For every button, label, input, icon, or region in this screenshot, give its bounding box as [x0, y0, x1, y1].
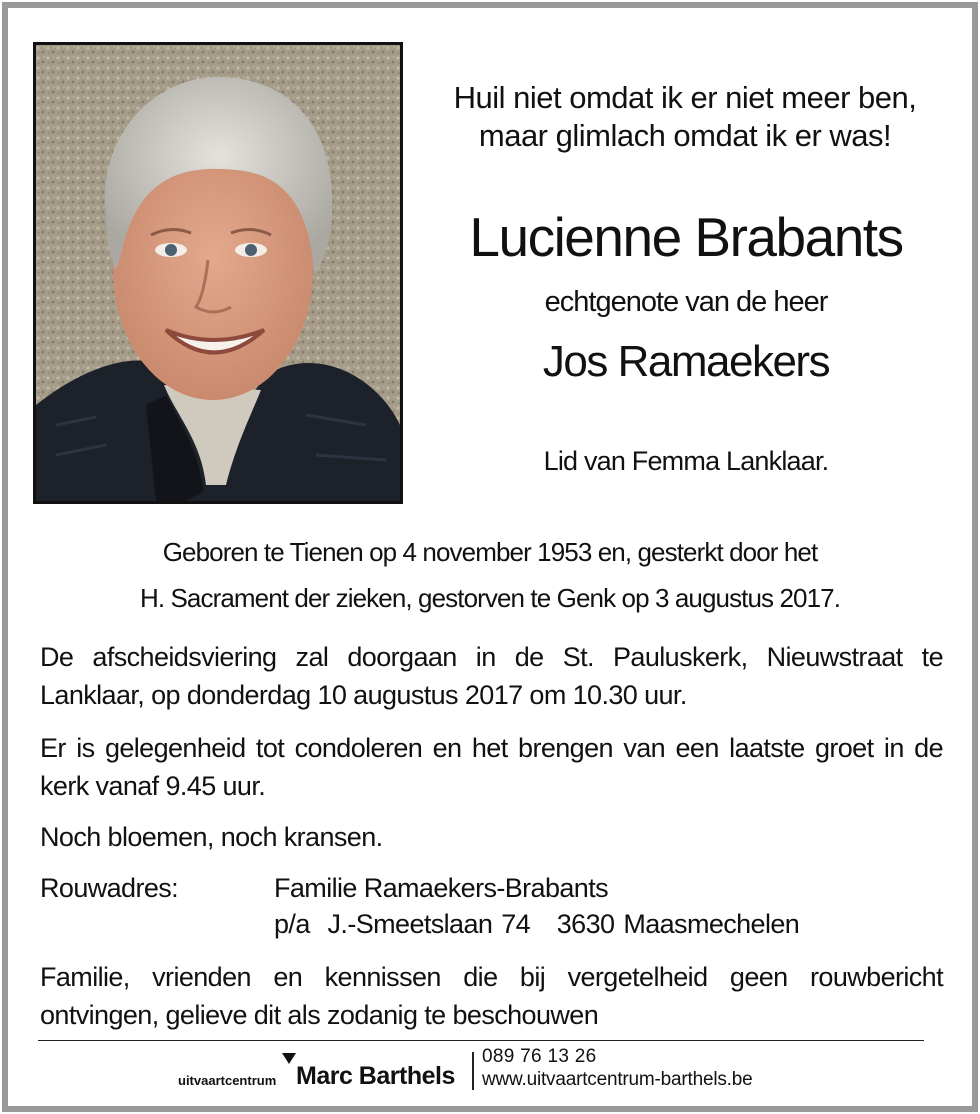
address-line-2: p/a J.-Smeetslaan 74 3630 Maasmechelen	[274, 909, 800, 939]
quote-line-1: Huil niet omdat ik er niet meer ben,	[453, 80, 917, 115]
footer-url[interactable]: www.uitvaartcentrum-barthels.be	[482, 1069, 753, 1090]
birth-line: Geboren te Tienen op 4 november 1953 en, gesterkt door het	[162, 537, 818, 567]
death-line: H. Sacrament der zieken, gestorven te Genk op 3 augustus 2017.	[139, 583, 841, 613]
spouse-name: Jos Ramaekers	[542, 337, 830, 386]
deceased-name: Lucienne Brabants	[469, 206, 903, 268]
footer-divider	[38, 1040, 924, 1041]
footer-brand: Marc Barthels	[296, 1062, 455, 1090]
spouse-label: echtgenote van de heer	[544, 286, 828, 318]
footer-prefix: uitvaartcentrum	[178, 1073, 277, 1088]
membership-text: Lid van Femma Lanklaar.	[543, 446, 829, 476]
quote-line-2: maar glimlach omdat ik er was!	[478, 118, 892, 153]
footer-separator	[472, 1052, 474, 1090]
condolences-paragraph: Er is gelegenheid tot condoleren en het brengen van een laatste groet in de kerk vanaf 9.45 uur.	[40, 733, 943, 801]
logo-triangle-icon	[282, 1053, 296, 1064]
footer-phone: 089 76 13 26	[482, 1046, 597, 1067]
flowers-paragraph: Noch bloemen, noch kransen.	[40, 822, 383, 852]
address-line-1: Familie Ramaekers-Brabants	[274, 873, 609, 903]
ceremony-paragraph: De afscheidsviering zal doorgaan in de St. Pauluskerk, Nieuwstraat te Lanklaar, op donderdag 10 augustus 2017 om 10.30 uur.	[40, 642, 943, 710]
address-label: Rouwadres:	[40, 873, 179, 903]
notice-paragraph: Familie, vrienden en kennissen die bij vergetelheid geen rouwbericht ontvingen, gelieve dit als zodanig te beschouwen	[40, 962, 943, 1030]
portrait-photo	[33, 42, 403, 504]
